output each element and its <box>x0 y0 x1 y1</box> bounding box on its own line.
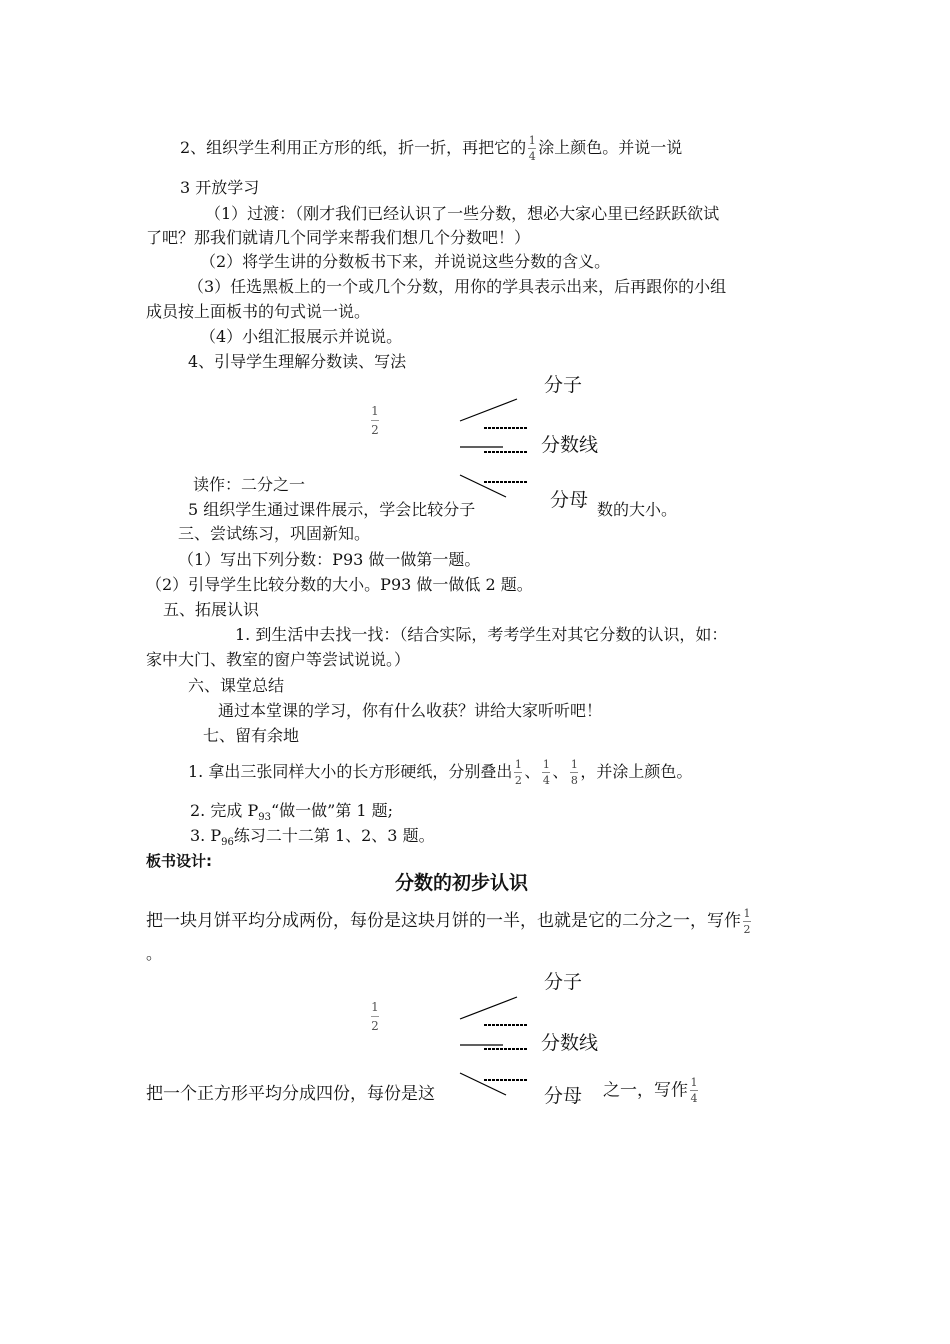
summary-text: 通过本堂课的学习，你有什么收获？讲给大家听听吧！ <box>218 701 603 720</box>
board-label-denominator: 分母 <box>538 1081 588 1108</box>
board-line1-end: 。 <box>146 944 163 963</box>
section3-item1-line2: 了吧？那我们就请几个同学来帮我们想几个分数吧！） <box>146 228 531 247</box>
denominator-pointer-line-2 <box>460 1073 506 1095</box>
board-diagram-fraction: 1 2 <box>371 1000 379 1033</box>
leeway-fraction-quarter: $\frac{1}{4}$ <box>542 758 550 787</box>
leeway-item1-before: 1. 拿出三张同样大小的长方形硬纸，分别叠出 <box>188 762 513 781</box>
section4-heading: 4、引导学生理解分数读、写法 <box>188 352 407 371</box>
board-line2-fraction: $\frac{1}{4}$ <box>690 1076 698 1105</box>
section4-label-numerator: 分子 <box>544 374 583 396</box>
section4-label-denominator: 分母 <box>546 485 592 512</box>
numerator-pointer-line <box>460 399 517 421</box>
extend-heading: 五、拓展认识 <box>163 600 260 619</box>
section4-label-fraction-line: 分数线 <box>541 434 599 456</box>
section4-reading: 读作：二分之一 <box>193 475 306 494</box>
summary-heading: 六、课堂总结 <box>188 676 285 695</box>
leeway-fraction-half: $\frac{1}{2}$ <box>514 758 522 787</box>
board-label-numerator: 分子 <box>544 971 583 993</box>
numerator-pointer-line-2 <box>460 997 517 1019</box>
board-line1-fraction: $\frac{1}{2}$ <box>743 907 751 936</box>
section3-item4: （4）小组汇报展示并说说。 <box>200 327 403 346</box>
denominator-pointer-line <box>460 475 506 497</box>
section2-text-before: 2、组织学生利用正方形的纸，折一折，再把它的 <box>180 138 527 157</box>
practice-heading: 三、尝试练习，巩固新知。 <box>178 524 371 543</box>
practice-item1: （1）写出下列分数：P93 做一做第一题。 <box>178 550 481 569</box>
section5-line-part2: 数的大小。 <box>597 500 678 519</box>
leeway-item3: 3. $P_{96}$练习二十二第 1、2、3 题。 <box>190 826 435 849</box>
extend-item1-line2: 家中大门、教室的窗户等尝试说说。） <box>146 650 411 669</box>
section3-item3-line1: （3）任选黑板上的一个或几个分数，用你的学具表示出来，后再跟你的小组 <box>188 277 727 296</box>
label-mask-1 <box>530 480 536 516</box>
board-line2-part2: 之一，写作 $\frac{1}{4}$ <box>603 1076 698 1105</box>
section4-diagram-fraction: 1 2 <box>371 404 379 437</box>
section3-heading: 3 开放学习 <box>180 178 260 197</box>
board-line1: 把一块月饼平均分成两份，每份是这块月饼的一半，也就是它的二分之一，写作 $\frac{1}{2}$ <box>146 907 751 936</box>
leeway-heading: 七、留有余地 <box>203 726 300 745</box>
board-title: 分数的初步认识 <box>395 872 529 894</box>
board-heading: 板书设计: <box>146 852 212 870</box>
section5-line-part1: 5 组织学生通过课件展示，学会比较分子 <box>188 500 476 519</box>
section2-fraction: $\frac{1}{4}$ <box>528 134 536 163</box>
board-line2-part1: 把一个正方形平均分成四份，每份是这 <box>146 1084 435 1104</box>
leeway-sep1: 、 <box>524 762 541 781</box>
extend-item1-line1: 1. 到生活中去找一找：（结合实际，考考学生对其它分数的认识，如： <box>235 625 728 644</box>
section3-item3-line2: 成员按上面板书的句式说一说。 <box>146 302 371 321</box>
leeway-item1-after: ，并涂上颜色。 <box>580 762 693 781</box>
leeway-sep2: 、 <box>552 762 569 781</box>
section3-item1-line1: （1）过渡：（刚才我们已经认识了一些分数，想必大家心里已经跃跃欲试 <box>205 204 720 223</box>
leeway-item2: 2. 完成 $P_{93}“$做一做”第 1 题; <box>190 801 394 824</box>
board-label-fraction-line: 分数线 <box>541 1032 599 1054</box>
leeway-item1 <box>188 758 692 787</box>
section3-item2: （2）将学生讲的分数板书下来，并说说这些分数的含义。 <box>200 252 611 271</box>
practice-item2: （2）引导学生比较分数的大小。P93 做一做低 2 题。 <box>146 575 533 594</box>
section2-text-after: 涂上颜色。并说一说 <box>538 138 683 157</box>
leeway-fraction-eighth: $\frac{1}{8}$ <box>570 758 578 787</box>
